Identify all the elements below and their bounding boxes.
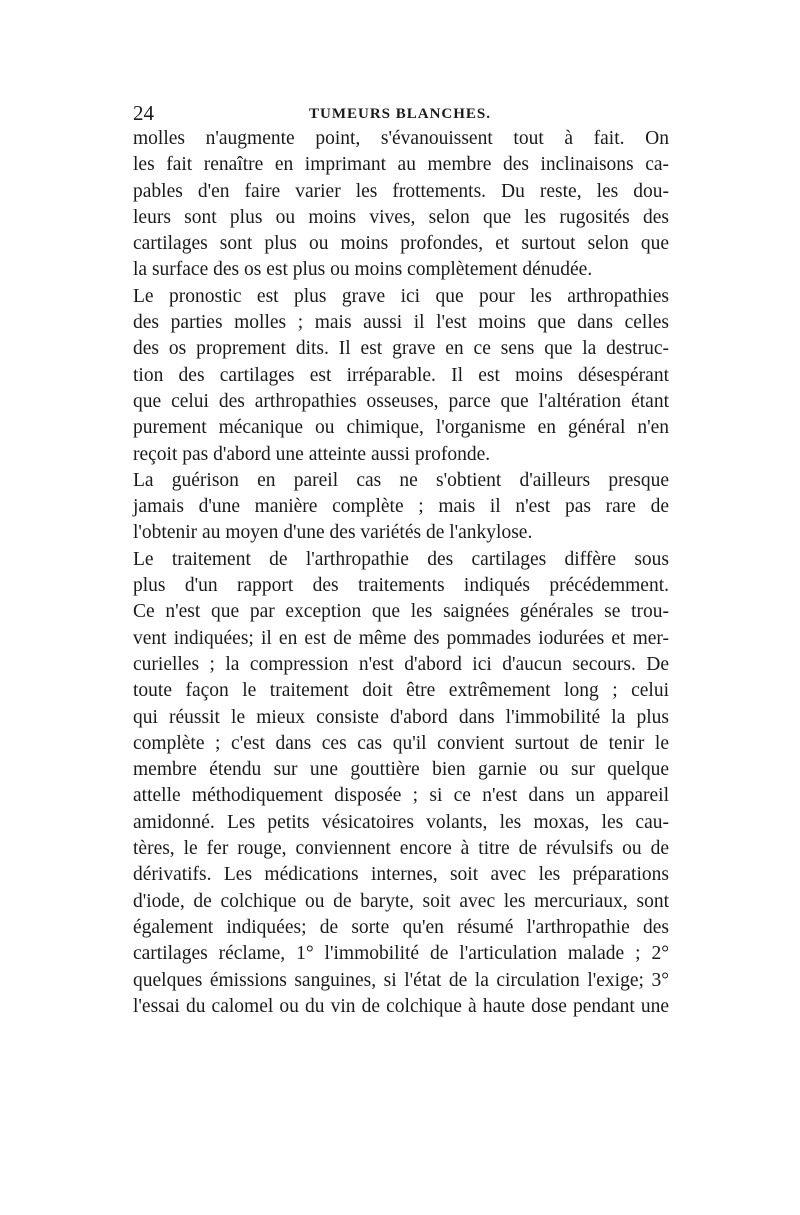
text-line: les fait renaître en imprimant au membre des inclinaisons ca- <box>133 154 669 176</box>
text-line: tion des cartilages est irréparable. Il est moins désespérant <box>133 364 669 386</box>
body-text <box>133 126 669 1020</box>
page-number: 24 <box>133 101 154 125</box>
text-line: curielles ; la compression n'est d'abord ici d'aucun secours. De <box>133 653 669 675</box>
text-line: tères, le fer rouge, conviennent encore à titre de révulsifs ou de <box>133 838 669 860</box>
text-line: Le traitement de l'arthropathie des cartilages diffère sous <box>133 548 669 570</box>
text-line: purement mécanique ou chimique, l'organisme en général n'en <box>133 417 669 439</box>
text-line: d'iode, de colchique ou de baryte, soit avec les mercuriaux, sont <box>133 890 669 912</box>
text-line: dérivatifs. Les médications internes, soit avec les préparations <box>133 864 669 886</box>
text-line: toute façon le traitement doit être extrêmement long ; celui <box>133 680 669 702</box>
text-line: attelle méthodiquement disposée ; si ce n'est dans un appareil <box>133 785 669 807</box>
text-line: membre étendu sur une gouttière bien garnie ou sur quelque <box>133 759 669 781</box>
text-line: également indiquées; de sorte qu'en résumé l'arthropathie des <box>133 916 669 938</box>
text-line: des parties molles ; mais aussi il l'est moins que dans celles <box>133 312 669 334</box>
text-line: leurs sont plus ou moins vives, selon que les rugosités des <box>133 206 669 228</box>
text-line: des os proprement dits. Il est grave en ce sens que la destruc- <box>133 338 669 360</box>
text-line: amidonné. Les petits vésicatoires volants, les moxas, les cau- <box>133 811 669 833</box>
text-line: qui réussit le mieux consiste d'abord dans l'immobilité la plus <box>133 706 669 728</box>
text-line: l'obtenir au moyen d'une des variétés de l'ankylose. <box>133 522 533 544</box>
text-line: La guérison en pareil cas ne s'obtient d'ailleurs presque <box>133 469 669 491</box>
text-line: jamais d'une manière complète ; mais il n'est pas rare de <box>133 496 669 518</box>
text-line: Ce n'est que par exception que les saignées générales se trou- <box>133 601 669 623</box>
text-line: l'essai du calomel ou du vin de colchique à haute dose pendant une <box>133 995 669 1017</box>
running-title: TUMEURS BLANCHES. <box>309 106 492 122</box>
text-line: complète ; c'est dans ces cas qu'il convient surtout de tenir le <box>133 732 669 754</box>
text-line: molles n'augmente point, s'évanouissent tout à fait. On <box>133 128 669 149</box>
text-line: cartilages sont plus ou moins profondes, et surtout selon que <box>133 233 669 255</box>
text-line: reçoit pas d'abord une atteinte aussi profonde. <box>133 443 491 465</box>
text-line: quelques émissions sanguines, si l'état de la circulation l'exige; 3° <box>133 969 669 991</box>
running-head <box>133 101 668 129</box>
text-line: que celui des arthropathies osseuses, parce que l'altération étant <box>133 390 669 412</box>
text-line: pables d'en faire varier les frottements. Du reste, les dou- <box>133 180 669 202</box>
text-line: plus d'un rapport des traitements indiqués précédemment. <box>133 575 669 597</box>
text-line: cartilages réclame, 1° l'immobilité de l'articulation malade ; 2° <box>133 943 669 965</box>
text-line: Le pronostic est plus grave ici que pour les arthropathies <box>133 285 669 307</box>
text-line: la surface des os est plus ou moins complètement dénudée. <box>133 259 593 281</box>
text-line: vent indiquées; il en est de même des pommades iodurées et mer- <box>133 627 669 649</box>
